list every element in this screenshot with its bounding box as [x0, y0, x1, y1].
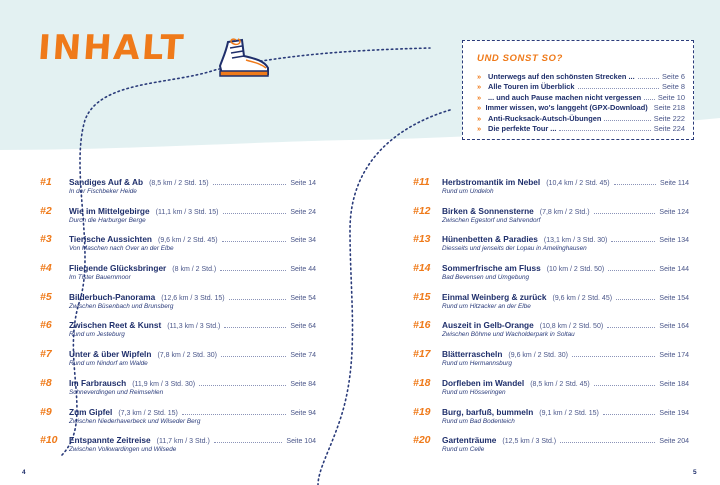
tour-page: Seite 54 — [290, 294, 316, 302]
extras-item-page: Seite 8 — [661, 82, 685, 92]
tour-info: (12,5 km / 3 Std.) — [502, 438, 557, 446]
tour-entry[interactable] — [40, 262, 316, 291]
tour-info: (11,7 km / 3 Std.) — [156, 438, 210, 446]
tour-number: #6 — [40, 319, 52, 332]
extras-item[interactable] — [477, 124, 685, 134]
tour-number: #7 — [40, 348, 52, 361]
tour-subtitle: Zwischen Büsenbach und Brunsberg — [69, 302, 174, 310]
tour-subtitle: Rund um Jesteburg — [69, 331, 125, 339]
tour-number: #13 — [413, 233, 431, 246]
tour-number: #15 — [413, 290, 431, 303]
tour-subtitle: Rund um Hermannsburg — [442, 360, 512, 368]
page-number-right: 5 — [693, 469, 697, 476]
tour-page: Seite 14 — [290, 180, 316, 187]
tour-entry[interactable] — [413, 348, 689, 377]
tour-number: #18 — [413, 376, 431, 389]
extras-item[interactable] — [477, 93, 685, 103]
extras-item-label: Die perfekte Tour ... — [488, 124, 557, 134]
tour-name: Zum Gipfel — [69, 406, 113, 417]
extras-item-label: Alle Touren im Überblick — [488, 82, 575, 92]
tour-page: Seite 44 — [290, 266, 316, 274]
tour-subtitle: Rund um Hösseringen — [442, 388, 506, 396]
tour-name: Blätterrascheln — [442, 349, 503, 360]
tour-subtitle: In der Fischbeker Heide — [69, 188, 137, 195]
double-chevron-icon: » — [477, 103, 482, 113]
tour-number: #9 — [40, 405, 52, 418]
tour-entry[interactable] — [413, 204, 689, 234]
double-chevron-icon: » — [477, 113, 482, 123]
tour-page: Seite 154 — [659, 294, 689, 302]
tour-entry[interactable] — [413, 233, 689, 262]
extras-item-page: Seite 222 — [653, 113, 685, 123]
tour-name: Im Farbrausch — [69, 377, 127, 388]
tour-entry[interactable] — [413, 434, 689, 463]
tour-page: Seite 24 — [290, 208, 316, 216]
tour-entry[interactable] — [40, 319, 316, 348]
tour-name: Gartenträume — [442, 435, 497, 446]
tour-name: Zwischen Reet & Kunst — [69, 320, 162, 331]
tour-entry[interactable] — [40, 348, 316, 377]
tour-page: Seite 74 — [290, 352, 316, 360]
tour-info: (7,8 km / 2 Std.) — [539, 208, 590, 216]
tour-subtitle: Zwischen Egestorf und Sahrendorf — [442, 216, 541, 224]
tour-entry[interactable] — [413, 405, 689, 435]
tour-number: #11 — [413, 176, 430, 188]
tour-entry[interactable] — [40, 376, 316, 406]
tour-entry[interactable] — [40, 434, 316, 463]
tour-page: Seite 204 — [659, 438, 689, 446]
tour-name: Entspannte Zeitreise — [69, 435, 151, 446]
tour-name: Hünenbetten & Paradies — [442, 234, 538, 245]
tour-entry[interactable] — [40, 204, 316, 234]
tour-info: (9,6 km / 2 Std. 45) — [552, 294, 613, 302]
tour-info: (9,6 km / 2 Std. 30) — [508, 352, 568, 360]
extras-box — [462, 40, 694, 140]
tour-entry[interactable] — [413, 262, 689, 291]
tour-info: (7,8 km / 2 Std. 30) — [157, 352, 217, 360]
tour-page: Seite 194 — [659, 409, 689, 417]
tour-page: Seite 114 — [659, 180, 689, 187]
tour-number: #19 — [413, 405, 431, 418]
tour-subtitle: Rund um Bad Bodenteich — [442, 417, 515, 425]
tour-entry[interactable] — [413, 176, 689, 205]
tour-entry[interactable] — [413, 376, 689, 406]
tour-info: (8,5 km / 2 Std. 15) — [149, 180, 209, 187]
page-number-left: 4 — [22, 469, 26, 476]
tour-entry[interactable] — [413, 319, 689, 348]
tour-page: Seite 144 — [659, 266, 689, 274]
tour-name: Tierische Aussichten — [69, 234, 153, 245]
tour-info: (10 km / 2 Std. 50) — [546, 266, 605, 274]
tour-entry[interactable] — [40, 176, 316, 205]
tour-subtitle: Von Maschen nach Over an der Elbe — [69, 245, 174, 253]
tour-name: Unter & über Wipfeln — [69, 349, 152, 360]
double-chevron-icon: » — [477, 72, 482, 81]
tour-page: Seite 124 — [659, 208, 689, 216]
tour-subtitle: Diesseits und jenseits der Lopau in Amelinghausen — [442, 245, 587, 253]
tour-name: Wie im Mittelgebirge — [69, 205, 150, 216]
tour-subtitle: Rund um Nindorf am Walde — [69, 360, 148, 368]
tour-number: #2 — [40, 204, 52, 217]
tour-list-right — [413, 176, 689, 463]
tour-list-left — [40, 176, 316, 463]
tour-info: (9,1 km / 2 Std. 15) — [539, 409, 599, 417]
tour-info: (7,3 km / 2 Std. 15) — [118, 409, 178, 417]
tour-info: (10,4 km / 2 Std. 45) — [546, 180, 610, 187]
tour-number: #1 — [40, 176, 52, 188]
extras-item-page: Seite 6 — [661, 72, 685, 81]
tour-page: Seite 174 — [659, 352, 689, 360]
tour-number: #4 — [40, 262, 52, 275]
hiking-boot-icon — [212, 38, 274, 82]
tour-name: Herbstromantik im Nebel — [442, 177, 541, 187]
tour-page: Seite 184 — [659, 380, 689, 388]
tour-number: #5 — [40, 290, 52, 303]
tour-name: Sommerfrische am Fluss — [442, 263, 541, 274]
tour-subtitle: Rund um Hitzacker an der Elbe — [442, 302, 531, 310]
tour-name: Dorfleben im Wandel — [442, 377, 525, 388]
tour-name: Fliegende Glücksbringer — [69, 263, 167, 274]
tour-entry[interactable] — [40, 290, 316, 320]
tour-entry[interactable] — [40, 233, 316, 262]
tour-info: (11,3 km / 3 Std.) — [167, 323, 221, 331]
double-chevron-icon: » — [477, 92, 482, 102]
tour-number: #16 — [413, 319, 431, 332]
tour-number: #8 — [40, 376, 52, 389]
tour-page: Seite 34 — [290, 237, 316, 245]
tour-name: Auszeit in Gelb-Orange — [442, 320, 534, 331]
tour-number: #12 — [413, 204, 431, 217]
tour-subtitle: Zwischen Niederhaverbeck und Wilseder Berg — [69, 417, 201, 425]
tour-subtitle: Schneverdingen und Reimsehlen — [69, 388, 164, 396]
tour-page: Seite 64 — [290, 323, 316, 331]
tour-page: Seite 104 — [286, 438, 316, 446]
tour-number: #17 — [413, 348, 431, 361]
tour-subtitle: Rund um Undeloh — [442, 188, 494, 195]
page-title: INHALT — [36, 28, 187, 68]
tour-name: Bilderbuch-Panorama — [69, 291, 156, 302]
extras-item-page: Seite 10 — [657, 92, 685, 102]
extras-item-page: Seite 218 — [653, 103, 685, 113]
tour-entry[interactable] — [40, 405, 316, 435]
extras-item-label: ... und auch Pause machen nicht vergessen — [488, 92, 642, 102]
tour-info: (9,6 km / 2 Std. 45) — [158, 237, 218, 245]
tour-info: (13,1 km / 3 Std. 30) — [543, 237, 608, 245]
tour-info: (8,5 km / 2 Std. 45) — [530, 380, 590, 388]
tour-page: Seite 134 — [659, 237, 689, 245]
tour-info: (11,1 km / 3 Std. 15) — [155, 208, 219, 216]
tour-page: Seite 164 — [659, 323, 689, 331]
tour-number: #14 — [413, 262, 431, 275]
extras-item[interactable] — [477, 72, 685, 82]
extras-item-label: Unterwegs auf den schönsten Strecken ... — [488, 72, 635, 81]
tour-name: Sandiges Auf & Ab — [69, 177, 144, 187]
tour-subtitle: Rund um Celle — [442, 446, 485, 454]
extras-item[interactable] — [477, 103, 685, 113]
tour-number: #20 — [413, 434, 431, 447]
tour-number: #3 — [40, 233, 52, 246]
extras-heading: UND SONST SO? — [477, 53, 563, 64]
extras-item[interactable] — [477, 82, 685, 92]
tour-page: Seite 84 — [290, 380, 316, 388]
tour-entry[interactable] — [413, 290, 689, 320]
tour-subtitle: Bad Bevensen und Umgebung — [442, 274, 530, 282]
tour-info: (8 km / 2 Std.) — [172, 266, 217, 274]
tour-subtitle: Zwischen Volkwardingen und Wilsede — [69, 446, 177, 454]
tour-number: #10 — [40, 434, 58, 447]
tour-info: (11,9 km / 3 Std. 30) — [132, 380, 196, 388]
tour-info: (10,8 km / 2 Std. 50) — [539, 323, 604, 331]
extras-item[interactable] — [477, 114, 685, 124]
extras-item-label: Immer wissen, wo's langgeht (GPX-Download) — [485, 103, 648, 113]
extras-item-page: Seite 224 — [653, 124, 685, 134]
tour-info: (12,6 km / 3 Std. 15) — [161, 294, 225, 302]
tour-subtitle: Durch die Harburger Berge — [69, 216, 146, 224]
tour-subtitle: Zwischen Böhme und Wacholderpark in Soltau — [442, 331, 575, 339]
tour-name: Burg, barfuß, bummeln — [442, 406, 534, 417]
tour-subtitle: Im Tister Bauernmoor — [69, 274, 131, 282]
double-chevron-icon: » — [477, 82, 482, 92]
tour-name: Birken & Sonnensterne — [442, 205, 534, 216]
double-chevron-icon: » — [477, 124, 482, 134]
tour-page: Seite 94 — [290, 409, 316, 417]
tour-name: Einmal Weinberg & zurück — [442, 291, 547, 302]
extras-item-label: Anti-Rucksack-Autsch-Übungen — [488, 113, 602, 123]
